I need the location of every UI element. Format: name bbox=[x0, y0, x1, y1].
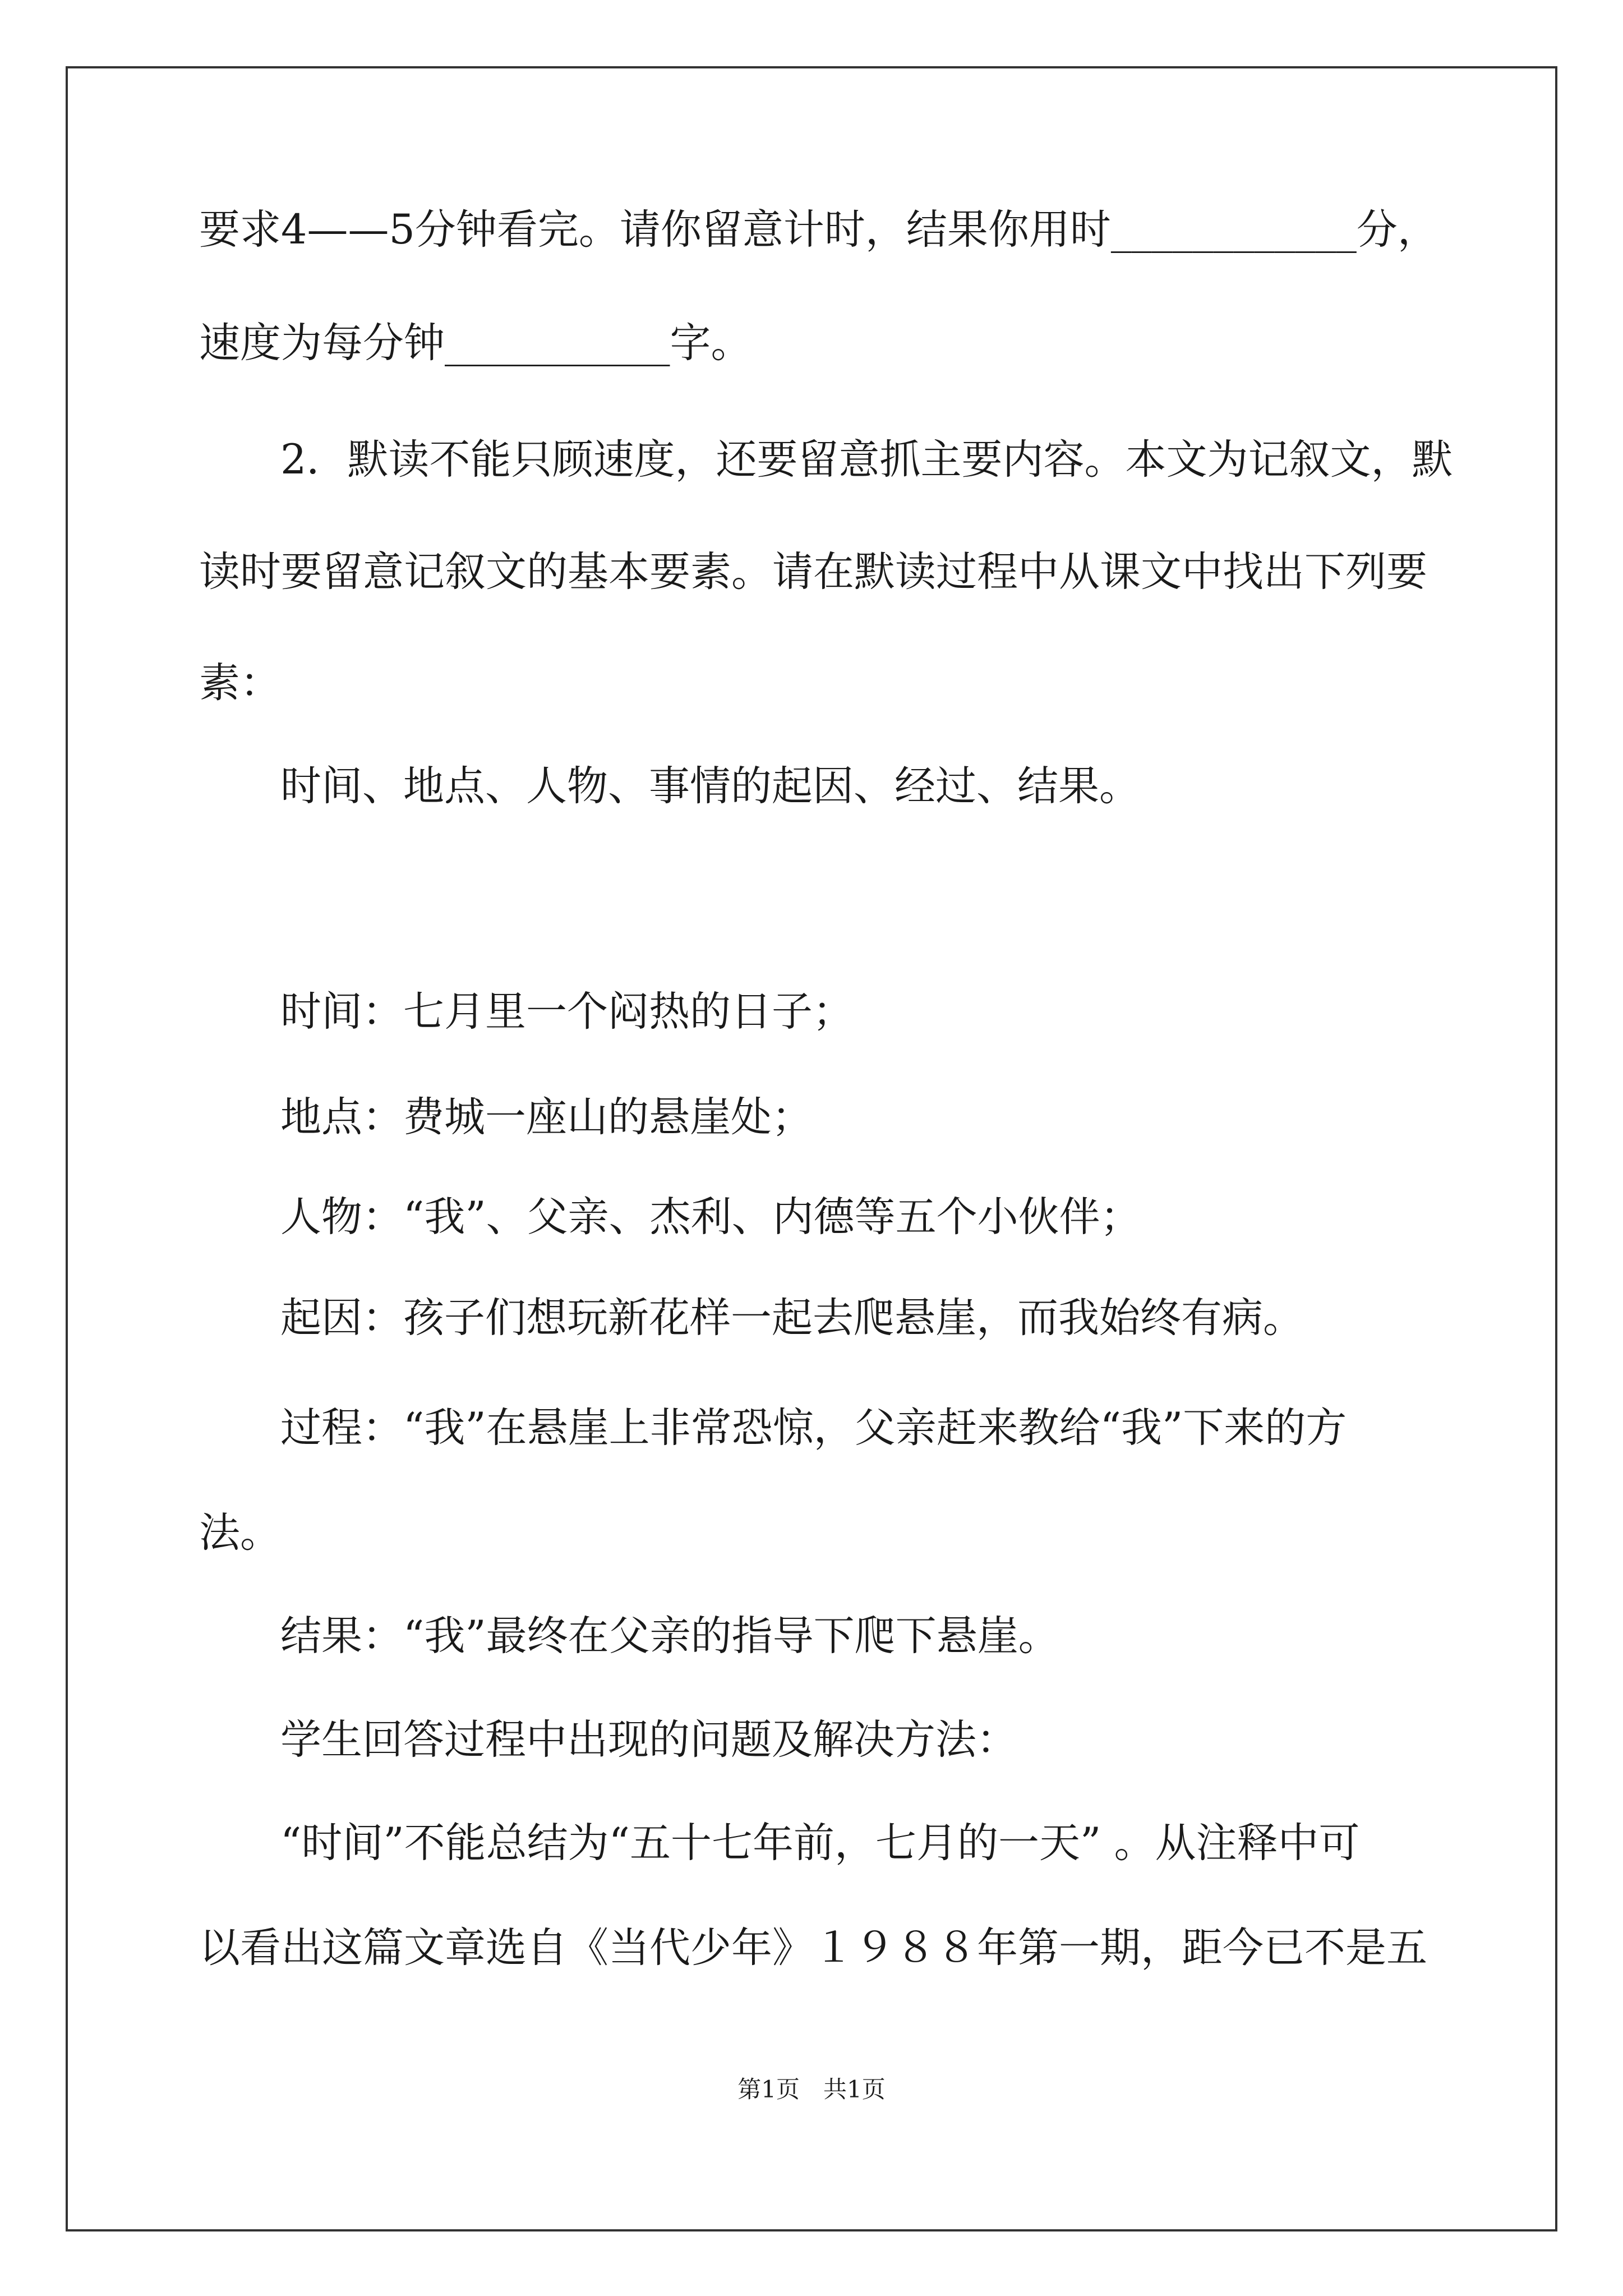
text-line-13: 结果：“我”最终在父亲的指导下爬下悬崖。 bbox=[280, 1612, 1059, 1660]
text-line-2: 速度为每分钟___________字。 bbox=[199, 319, 752, 367]
text-line-11: 过程：“我”在悬崖上非常恐惊，父亲赶来教给“我”下来的方 bbox=[280, 1404, 1347, 1452]
page-footer: 第1页 共1页 bbox=[737, 2076, 886, 2103]
text-line-5: 素： bbox=[199, 659, 281, 707]
text-line-3: 2．默读不能只顾速度，还要留意抓主要内容。本文为记叙文，默 bbox=[280, 436, 1453, 484]
text-line-4: 读时要留意记叙文的基本要素。请在默读过程中从课文中找出下列要 bbox=[199, 548, 1427, 596]
text-line-16: 以看出这篇文章选自《当代少年》１９８８年第一期，距今已不是五 bbox=[199, 1924, 1427, 1972]
text-line-7: 时间：七月里一个闷热的日子； bbox=[280, 988, 854, 1036]
text-line-1: 要求4——5分钟看完。请你留意计时，结果你用时____________分， bbox=[199, 206, 1438, 254]
text-line-8: 地点：费城一座山的悬崖处； bbox=[280, 1093, 813, 1141]
text-line-6: 时间、地点、人物、事情的起因、经过、结果。 bbox=[280, 762, 1140, 810]
text-line-15: “时间”不能总结为“五十七年前，七月的一天” 。从注释中可 bbox=[280, 1819, 1360, 1867]
text-line-9: 人物：“我”、父亲、杰利、内德等五个小伙伴； bbox=[280, 1193, 1141, 1241]
text-line-12: 法。 bbox=[199, 1509, 281, 1557]
text-line-14: 学生回答过程中出现的问题及解决方法： bbox=[280, 1716, 1017, 1764]
text-line-10: 起因：孩子们想玩新花样一起去爬悬崖，而我始终有病。 bbox=[280, 1294, 1304, 1342]
page-border bbox=[66, 66, 1557, 2231]
